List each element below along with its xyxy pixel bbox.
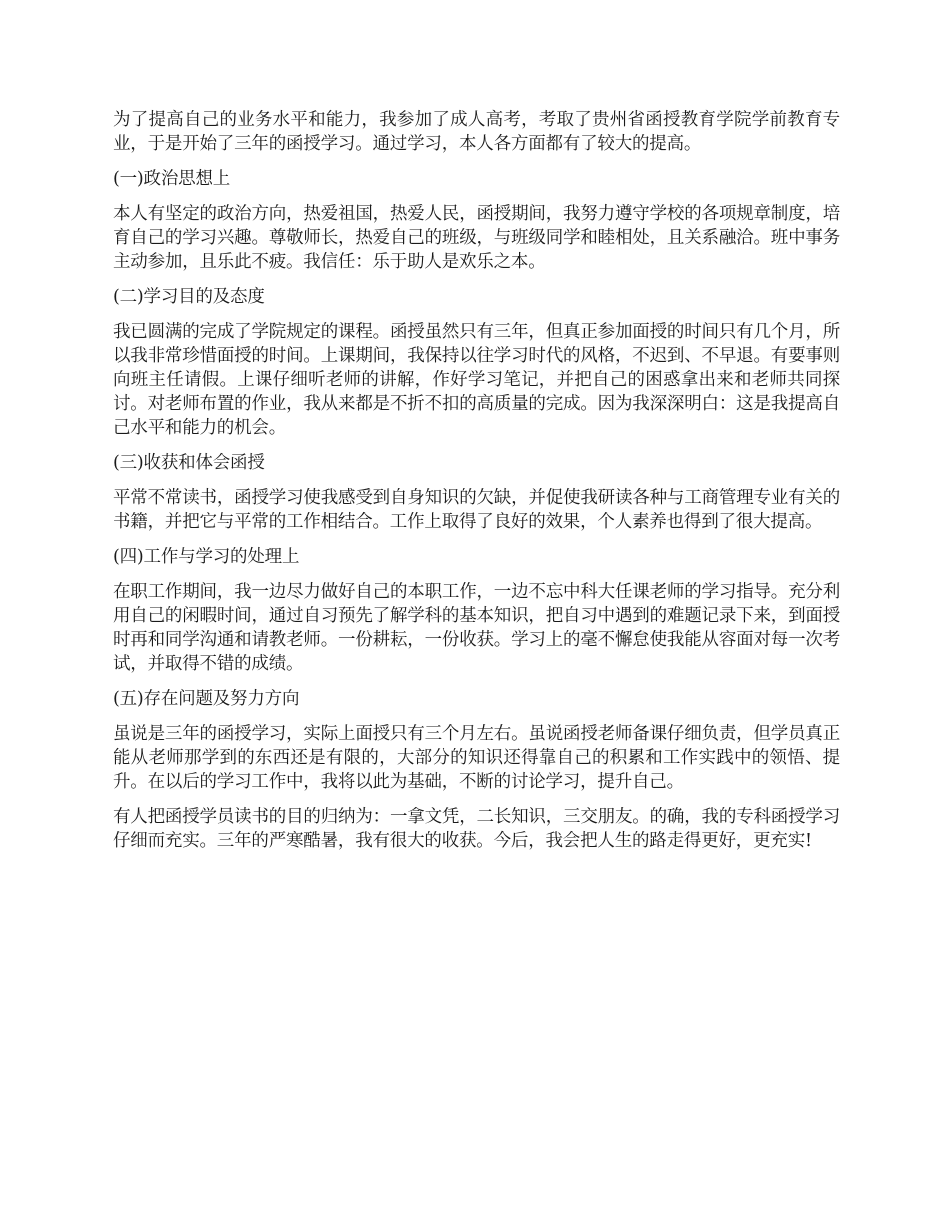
section-heading-4: (四)工作与学习的处理上 bbox=[113, 547, 300, 567]
closing-paragraph: 有人把函授学员读书的目的归纳为：一拿文凭，二长知识，三交朋友。的确，我的专科函授学习仔细而充实。三年的严寒酷暑，我有很大的收获。今后，我会把人生的路走得更好，更充实! bbox=[113, 807, 840, 851]
section-heading-5: (五)存在问题及努力方向 bbox=[113, 689, 300, 709]
document-page bbox=[113, 108, 840, 864]
section-heading-3: (三)收获和体会函授 bbox=[113, 453, 265, 473]
section-body-2: 我已圆满的完成了学院规定的课程。函授虽然只有三年，但真正参加面授的时间只有几个月，所以我非常珍惜面授的时间。上课期间，我保持以往学习时代的风格，不迟到、不早退。有要事则向班主任请假。上课仔细听老师的讲解，作好学习笔记，并把自己的困惑拿出来和老师共同探讨。对老师布置的作业，我从来都是不折不扣的高质量的完成。因为我深深明白：这是我提高自己水平和能力的机会。 bbox=[113, 322, 840, 438]
section-heading-2: (二)学习目的及态度 bbox=[113, 287, 265, 307]
section-body-1: 本人有坚定的政治方向，热爱祖国，热爱人民，函授期间，我努力遵守学校的各项规章制度，培育自己的学习兴趣。尊敬师长，热爱自己的班级，与班级同学和睦相处，且关系融洽。班中事务主动参加，且乐此不疲。我信任：乐于助人是欢乐之本。 bbox=[113, 204, 840, 272]
section-body-3: 平常不常读书，函授学习使我感受到自身知识的欠缺，并促使我研读各种与工商管理专业有关的书籍，并把它与平常的工作相结合。工作上取得了良好的效果，个人素养也得到了很大提高。 bbox=[113, 488, 840, 532]
intro-paragraph: 为了提高自己的业务水平和能力，我参加了成人高考，考取了贵州省函授教育学院学前教育专业，于是开始了三年的函授学习。通过学习，本人各方面都有了较大的提高。 bbox=[113, 110, 840, 154]
section-heading-1: (一)政治思想上 bbox=[113, 169, 231, 189]
section-body-4: 在职工作期间，我一边尽力做好自己的本职工作，一边不忘中科大任课老师的学习指导。充分利用自己的闲暇时间，通过自习预先了解学科的基本知识，把自习中遇到的难题记录下来，到面授时再和同学沟通和请教老师。一份耕耘，一份收获。学习上的毫不懈怠使我能从容面对每一次考试，并取得不错的成绩。 bbox=[113, 582, 840, 674]
section-body-5: 虽说是三年的函授学习，实际上面授只有三个月左右。虽说函授老师备课仔细负责，但学员真正能从老师那学到的东西还是有限的，大部分的知识还得靠自己的积累和工作实践中的领悟、提升。在以后的学习工作中，我将以此为基础，不断的讨论学习，提升自己。 bbox=[113, 724, 840, 792]
